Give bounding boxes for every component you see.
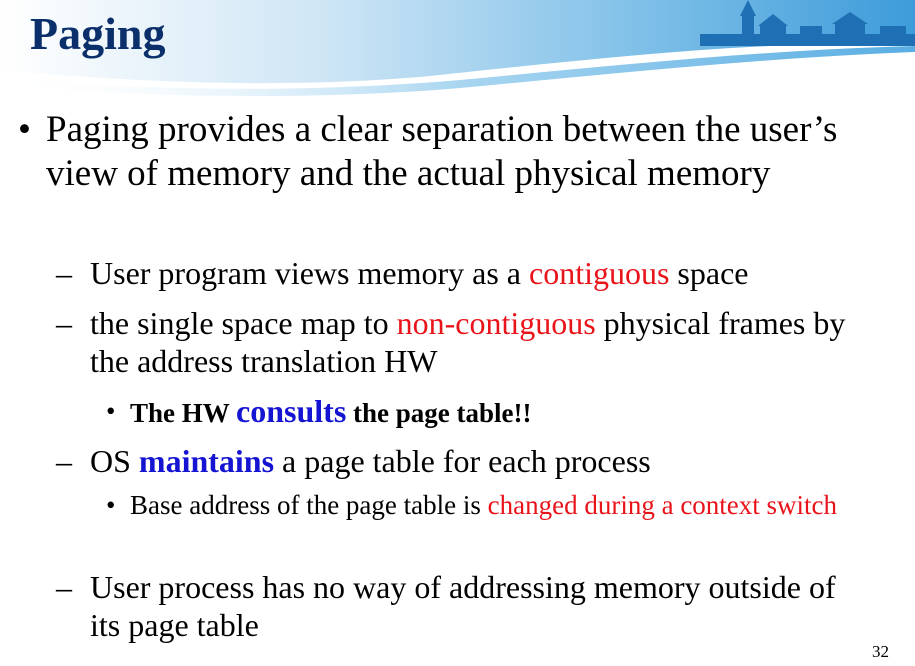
text-segment: the single space map to bbox=[90, 305, 397, 341]
text-segment: the page table!! bbox=[346, 398, 532, 428]
sub-bullet-text bbox=[90, 304, 870, 380]
sub-bullet-text bbox=[90, 254, 870, 292]
text-segment: physical frames by the address translation HW bbox=[90, 305, 846, 379]
text-segment: User program views memory as a bbox=[90, 255, 529, 291]
text-segment: space bbox=[669, 255, 749, 291]
dash-marker: – bbox=[56, 569, 72, 605]
sub-bullet-text: User process has no way of addressing memory outside of its page table bbox=[90, 569, 836, 643]
text-segment: OS bbox=[90, 443, 139, 479]
text-segment: Base address of the page table is bbox=[130, 490, 488, 520]
text-segment: a page table for each process bbox=[274, 443, 651, 479]
slide-header bbox=[0, 0, 915, 100]
bullet-main-text: Paging provides a clear separation between the user’s view of memory and the actual physical memory bbox=[46, 109, 838, 194]
sub-sub-bullet-text bbox=[130, 394, 890, 430]
bullet-marker: • bbox=[18, 109, 31, 150]
bullet-marker: • bbox=[106, 396, 116, 426]
dash-marker: – bbox=[56, 443, 72, 479]
highlight-context-switch: changed during a context switch bbox=[487, 490, 838, 520]
highlight-contiguous: contiguous bbox=[528, 255, 670, 291]
page-number: 32 bbox=[872, 642, 889, 661]
sub-bullet-text bbox=[90, 442, 870, 480]
highlight-non-contiguous: non-contiguous bbox=[396, 305, 596, 341]
highlight-consults: consults bbox=[236, 393, 347, 429]
bullet-marker: • bbox=[106, 490, 116, 520]
dash-marker: – bbox=[56, 305, 72, 341]
sub-sub-bullet-text bbox=[130, 488, 890, 522]
text-segment: The HW bbox=[130, 398, 237, 428]
slide-title: Paging bbox=[30, 8, 166, 59]
dash-marker: – bbox=[56, 255, 72, 291]
highlight-maintains: maintains bbox=[138, 443, 275, 479]
